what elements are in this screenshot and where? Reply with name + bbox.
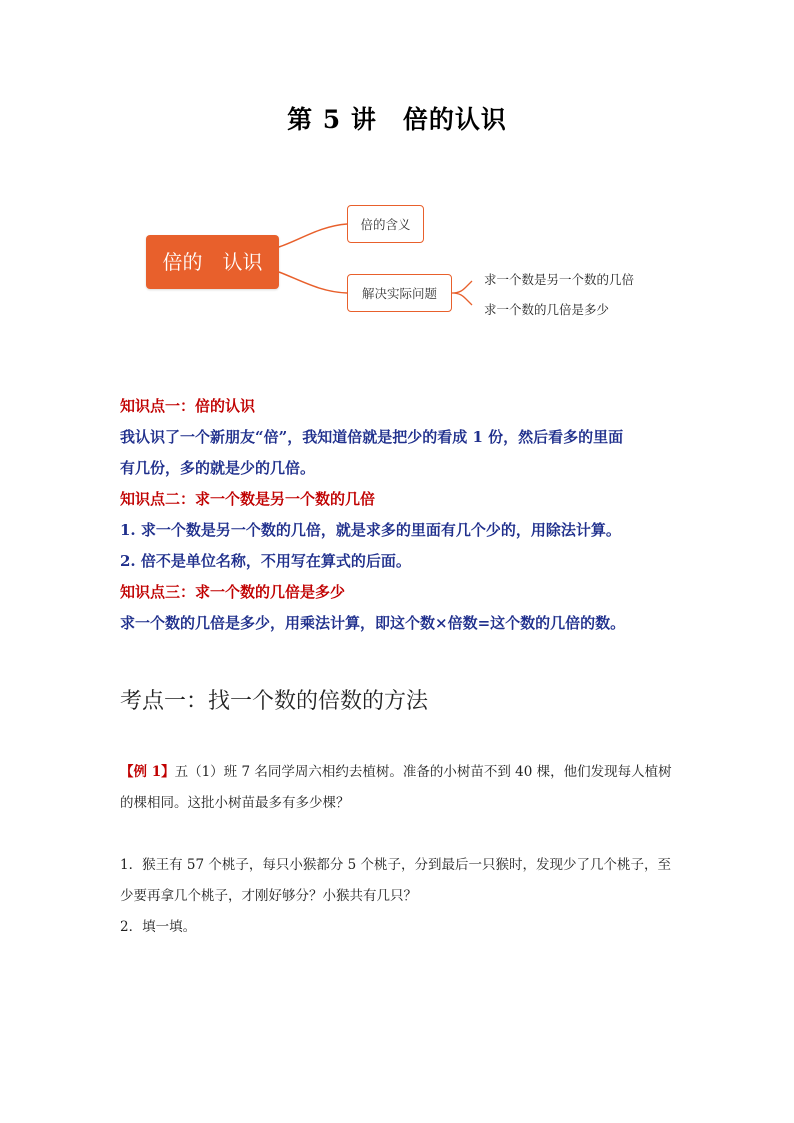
knowledge-line: 1. 求一个数是另一个数的几倍，就是求多的里面有几个少的，用除法计算。 — [120, 521, 621, 539]
exercise-1-line: 少要再拿几个桃子，才刚好够分？小猴共有几只？ — [120, 888, 417, 904]
knowledge-heading-1: 知识点一：倍的认识 — [120, 397, 256, 415]
mindmap-node-problems: 解决实际问题 — [347, 274, 452, 312]
knowledge-heading-3: 知识点三：求一个数的几倍是多少 — [120, 583, 346, 601]
connector-line-2 — [279, 272, 347, 293]
example-text: 五（1）班 7 名同学周六相约去植树。准备的小树苗不到 40 棵，他们发现每人植树 — [174, 764, 672, 780]
knowledge-line: 求一个数的几倍是多少，用乘法计算，即这个数×倍数=这个数的几倍的数。 — [120, 614, 626, 632]
section-title: 考点一：找一个数的倍数的方法 — [120, 689, 429, 714]
mindmap-root: 倍的 认识 — [146, 235, 279, 289]
example-line-2: 的棵相同。这批小树苗最多有多少棵？ — [120, 795, 350, 811]
exercise-2-line: 2．填一填。 — [120, 919, 197, 935]
example-label: 【例 1】 — [120, 764, 175, 780]
page-title: 第 5 讲 倍的认识 — [287, 105, 507, 134]
knowledge-line: 我认识了一个新朋友“倍”，我知道倍就是把少的看成 1 份，然后看多的里面 — [120, 428, 624, 446]
knowledge-line: 有几份，多的就是少的几倍。 — [120, 459, 316, 477]
mindmap-leaf-1: 求一个数是另一个数的几倍 — [484, 272, 635, 287]
connector-line-1 — [279, 224, 347, 247]
mindmap-leaf-2: 求一个数的几倍是多少 — [484, 302, 610, 317]
knowledge-line: 2. 倍不是单位名称，不用写在算式的后面。 — [120, 552, 411, 570]
bracket-connector — [452, 281, 472, 305]
example-line-1 — [120, 760, 672, 780]
exercise-1-line: 1．猴王有 57 个桃子，每只小猴都分 5 个桃子，分到最后一只猴时，发现少了几个桃子，至 — [120, 857, 672, 873]
knowledge-heading-2: 知识点二：求一个数是另一个数的几倍 — [120, 490, 376, 508]
mindmap-node-meaning: 倍的含义 — [347, 205, 424, 243]
